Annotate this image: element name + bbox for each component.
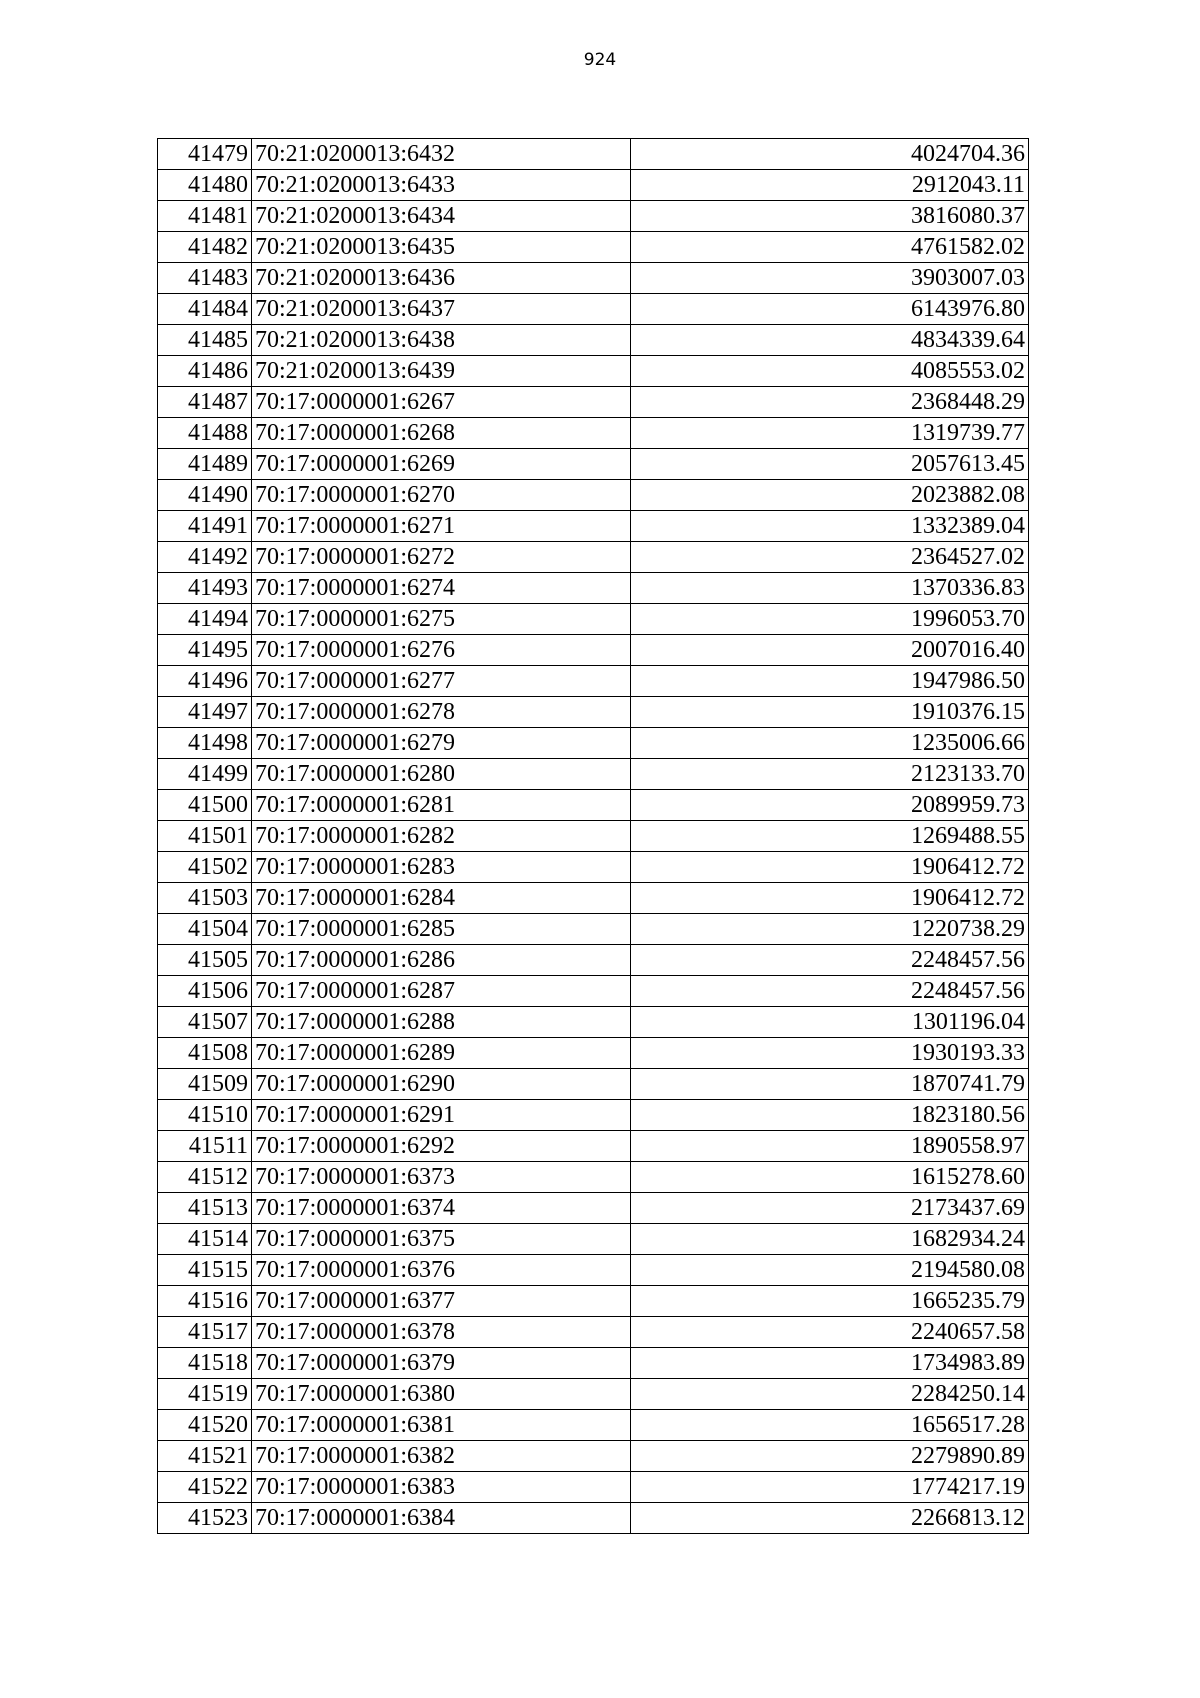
cadastral-number-cell: 70:17:0000001:6280	[252, 759, 631, 790]
table-row	[158, 1038, 1029, 1069]
cadastral-number-cell: 70:17:0000001:6283	[252, 852, 631, 883]
cadastral-number-cell: 70:17:0000001:6270	[252, 480, 631, 511]
row-number-cell: 41518	[158, 1348, 252, 1379]
cadastral-value-cell: 2248457.56	[631, 976, 1029, 1007]
table-row	[158, 1131, 1029, 1162]
cadastral-value-cell: 2057613.45	[631, 449, 1029, 480]
cadastral-value-cell: 2240657.58	[631, 1317, 1029, 1348]
table-row	[158, 635, 1029, 666]
cadastral-number-cell: 70:17:0000001:6290	[252, 1069, 631, 1100]
table-row	[158, 1286, 1029, 1317]
cadastral-value-cell: 1870741.79	[631, 1069, 1029, 1100]
cadastral-number-cell: 70:17:0000001:6286	[252, 945, 631, 976]
table-row	[158, 1348, 1029, 1379]
table-row	[158, 356, 1029, 387]
row-number-cell: 41490	[158, 480, 252, 511]
cadastral-number-cell: 70:17:0000001:6282	[252, 821, 631, 852]
cadastral-value-cell: 1910376.15	[631, 697, 1029, 728]
cadastral-value-cell: 4085553.02	[631, 356, 1029, 387]
cadastral-value-cell: 1947986.50	[631, 666, 1029, 697]
cadastral-value-cell: 6143976.80	[631, 294, 1029, 325]
cadastral-number-cell: 70:17:0000001:6281	[252, 790, 631, 821]
cadastral-value-cell: 1906412.72	[631, 883, 1029, 914]
cadastral-number-cell: 70:17:0000001:6373	[252, 1162, 631, 1193]
table-row	[158, 1441, 1029, 1472]
cadastral-number-cell: 70:17:0000001:6268	[252, 418, 631, 449]
row-number-cell: 41486	[158, 356, 252, 387]
table-row	[158, 1224, 1029, 1255]
cadastral-number-cell: 70:17:0000001:6288	[252, 1007, 631, 1038]
row-number-cell: 41509	[158, 1069, 252, 1100]
row-number-cell: 41506	[158, 976, 252, 1007]
cadastral-number-cell: 70:21:0200013:6438	[252, 325, 631, 356]
cadastral-number-cell: 70:21:0200013:6432	[252, 139, 631, 170]
row-number-cell: 41482	[158, 232, 252, 263]
cadastral-number-cell: 70:17:0000001:6384	[252, 1503, 631, 1534]
cadastral-value-cell: 2248457.56	[631, 945, 1029, 976]
row-number-cell: 41498	[158, 728, 252, 759]
table-row	[158, 790, 1029, 821]
cadastral-number-cell: 70:21:0200013:6435	[252, 232, 631, 263]
table-row	[158, 728, 1029, 759]
row-number-cell: 41522	[158, 1472, 252, 1503]
cadastral-number-cell: 70:17:0000001:6380	[252, 1379, 631, 1410]
cadastral-number-cell: 70:17:0000001:6269	[252, 449, 631, 480]
cadastral-value-cell: 1301196.04	[631, 1007, 1029, 1038]
cadastral-value-cell: 2007016.40	[631, 635, 1029, 666]
cadastral-number-cell: 70:17:0000001:6376	[252, 1255, 631, 1286]
table-row	[158, 201, 1029, 232]
table-row	[158, 418, 1029, 449]
cadastral-value-cell: 1235006.66	[631, 728, 1029, 759]
cadastral-number-cell: 70:17:0000001:6382	[252, 1441, 631, 1472]
row-number-cell: 41489	[158, 449, 252, 480]
row-number-cell: 41501	[158, 821, 252, 852]
table-row	[158, 573, 1029, 604]
table-row	[158, 1162, 1029, 1193]
row-number-cell: 41504	[158, 914, 252, 945]
page-number: 924	[583, 50, 617, 70]
cadastral-number-cell: 70:17:0000001:6285	[252, 914, 631, 945]
table-row	[158, 1100, 1029, 1131]
cadastral-number-cell: 70:17:0000001:6284	[252, 883, 631, 914]
cadastral-value-cell: 1220738.29	[631, 914, 1029, 945]
row-number-cell: 41497	[158, 697, 252, 728]
row-number-cell: 41511	[158, 1131, 252, 1162]
cadastral-number-cell: 70:17:0000001:6272	[252, 542, 631, 573]
row-number-cell: 41485	[158, 325, 252, 356]
cadastral-number-cell: 70:17:0000001:6292	[252, 1131, 631, 1162]
row-number-cell: 41520	[158, 1410, 252, 1441]
row-number-cell: 41507	[158, 1007, 252, 1038]
cadastral-value-cell: 2364527.02	[631, 542, 1029, 573]
cadastral-value-cell: 1774217.19	[631, 1472, 1029, 1503]
cadastral-number-cell: 70:17:0000001:6379	[252, 1348, 631, 1379]
cadastral-number-cell: 70:17:0000001:6287	[252, 976, 631, 1007]
cadastral-number-cell: 70:17:0000001:6274	[252, 573, 631, 604]
cadastral-number-cell: 70:17:0000001:6278	[252, 697, 631, 728]
table-row	[158, 294, 1029, 325]
cadastral-value-cell: 1682934.24	[631, 1224, 1029, 1255]
cadastral-number-cell: 70:17:0000001:6291	[252, 1100, 631, 1131]
row-number-cell: 41479	[158, 139, 252, 170]
table-row	[158, 1472, 1029, 1503]
table-row	[158, 1410, 1029, 1441]
row-number-cell: 41499	[158, 759, 252, 790]
table-row	[158, 1007, 1029, 1038]
table-row	[158, 449, 1029, 480]
cadastral-number-cell: 70:17:0000001:6267	[252, 387, 631, 418]
table-row	[158, 1193, 1029, 1224]
row-number-cell: 41503	[158, 883, 252, 914]
cadastral-value-cell: 1996053.70	[631, 604, 1029, 635]
cadastral-value-cell: 2194580.08	[631, 1255, 1029, 1286]
cadastral-number-cell: 70:17:0000001:6276	[252, 635, 631, 666]
table-row	[158, 1317, 1029, 1348]
row-number-cell: 41515	[158, 1255, 252, 1286]
table-row	[158, 170, 1029, 201]
cadastral-value-cell: 1823180.56	[631, 1100, 1029, 1131]
cadastral-value-cell: 1370336.83	[631, 573, 1029, 604]
cadastral-value-cell: 1890558.97	[631, 1131, 1029, 1162]
table-row	[158, 852, 1029, 883]
row-number-cell: 41496	[158, 666, 252, 697]
table-row	[158, 666, 1029, 697]
cadastral-value-cell: 1269488.55	[631, 821, 1029, 852]
row-number-cell: 41517	[158, 1317, 252, 1348]
cadastral-number-cell: 70:17:0000001:6378	[252, 1317, 631, 1348]
row-number-cell: 41523	[158, 1503, 252, 1534]
cadastral-number-cell: 70:21:0200013:6437	[252, 294, 631, 325]
cadastral-number-cell: 70:17:0000001:6271	[252, 511, 631, 542]
row-number-cell: 41508	[158, 1038, 252, 1069]
table-row	[158, 232, 1029, 263]
cadastral-value-cell: 3816080.37	[631, 201, 1029, 232]
cadastral-value-cell: 1332389.04	[631, 511, 1029, 542]
cadastral-value-cell: 2123133.70	[631, 759, 1029, 790]
table-row	[158, 387, 1029, 418]
cadastral-number-cell: 70:17:0000001:6289	[252, 1038, 631, 1069]
row-number-cell: 41494	[158, 604, 252, 635]
cadastral-number-cell: 70:17:0000001:6374	[252, 1193, 631, 1224]
table-row	[158, 542, 1029, 573]
row-number-cell: 41519	[158, 1379, 252, 1410]
cadastral-value-table	[157, 138, 1029, 1534]
row-number-cell: 41516	[158, 1286, 252, 1317]
table-row	[158, 1379, 1029, 1410]
cadastral-value-cell: 4024704.36	[631, 139, 1029, 170]
cadastral-value-cell: 1665235.79	[631, 1286, 1029, 1317]
row-number-cell: 41495	[158, 635, 252, 666]
cadastral-number-cell: 70:21:0200013:6436	[252, 263, 631, 294]
table-row	[158, 945, 1029, 976]
cadastral-value-cell: 2089959.73	[631, 790, 1029, 821]
row-number-cell: 41487	[158, 387, 252, 418]
cadastral-value-cell: 2279890.89	[631, 1441, 1029, 1472]
row-number-cell: 41480	[158, 170, 252, 201]
cadastral-number-cell: 70:17:0000001:6277	[252, 666, 631, 697]
cadastral-value-cell: 2284250.14	[631, 1379, 1029, 1410]
row-number-cell: 41512	[158, 1162, 252, 1193]
table-row	[158, 263, 1029, 294]
cadastral-number-cell: 70:21:0200013:6433	[252, 170, 631, 201]
cadastral-value-cell: 1734983.89	[631, 1348, 1029, 1379]
cadastral-number-cell: 70:21:0200013:6439	[252, 356, 631, 387]
table-row	[158, 976, 1029, 1007]
row-number-cell: 41505	[158, 945, 252, 976]
cadastral-number-cell: 70:17:0000001:6275	[252, 604, 631, 635]
table-row	[158, 604, 1029, 635]
cadastral-value-cell: 1906412.72	[631, 852, 1029, 883]
cadastral-number-cell: 70:17:0000001:6381	[252, 1410, 631, 1441]
cadastral-number-cell: 70:17:0000001:6383	[252, 1472, 631, 1503]
cadastral-number-cell: 70:21:0200013:6434	[252, 201, 631, 232]
cadastral-value-cell: 2173437.69	[631, 1193, 1029, 1224]
row-number-cell: 41483	[158, 263, 252, 294]
row-number-cell: 41484	[158, 294, 252, 325]
cadastral-value-cell: 1656517.28	[631, 1410, 1029, 1441]
cadastral-value-cell: 1615278.60	[631, 1162, 1029, 1193]
table-row	[158, 914, 1029, 945]
row-number-cell: 41493	[158, 573, 252, 604]
table-row	[158, 883, 1029, 914]
table-row	[158, 1255, 1029, 1286]
table-row	[158, 480, 1029, 511]
table-row	[158, 325, 1029, 356]
cadastral-number-cell: 70:17:0000001:6377	[252, 1286, 631, 1317]
row-number-cell: 41510	[158, 1100, 252, 1131]
table-row	[158, 821, 1029, 852]
table-body	[158, 139, 1029, 1534]
row-number-cell: 41491	[158, 511, 252, 542]
row-number-cell: 41521	[158, 1441, 252, 1472]
table-row	[158, 697, 1029, 728]
table-row	[158, 759, 1029, 790]
row-number-cell: 41500	[158, 790, 252, 821]
cadastral-value-cell: 3903007.03	[631, 263, 1029, 294]
cadastral-value-cell: 1319739.77	[631, 418, 1029, 449]
cadastral-value-cell: 2023882.08	[631, 480, 1029, 511]
table-row	[158, 1069, 1029, 1100]
row-number-cell: 41481	[158, 201, 252, 232]
row-number-cell: 41502	[158, 852, 252, 883]
row-number-cell: 41492	[158, 542, 252, 573]
cadastral-value-cell: 1930193.33	[631, 1038, 1029, 1069]
row-number-cell: 41488	[158, 418, 252, 449]
cadastral-value-cell: 4834339.64	[631, 325, 1029, 356]
row-number-cell: 41513	[158, 1193, 252, 1224]
cadastral-number-cell: 70:17:0000001:6279	[252, 728, 631, 759]
cadastral-number-cell: 70:17:0000001:6375	[252, 1224, 631, 1255]
table-row	[158, 139, 1029, 170]
cadastral-value-cell: 2266813.12	[631, 1503, 1029, 1534]
row-number-cell: 41514	[158, 1224, 252, 1255]
table-row	[158, 511, 1029, 542]
table-row	[158, 1503, 1029, 1534]
cadastral-value-cell: 2912043.11	[631, 170, 1029, 201]
cadastral-value-cell: 4761582.02	[631, 232, 1029, 263]
cadastral-value-cell: 2368448.29	[631, 387, 1029, 418]
